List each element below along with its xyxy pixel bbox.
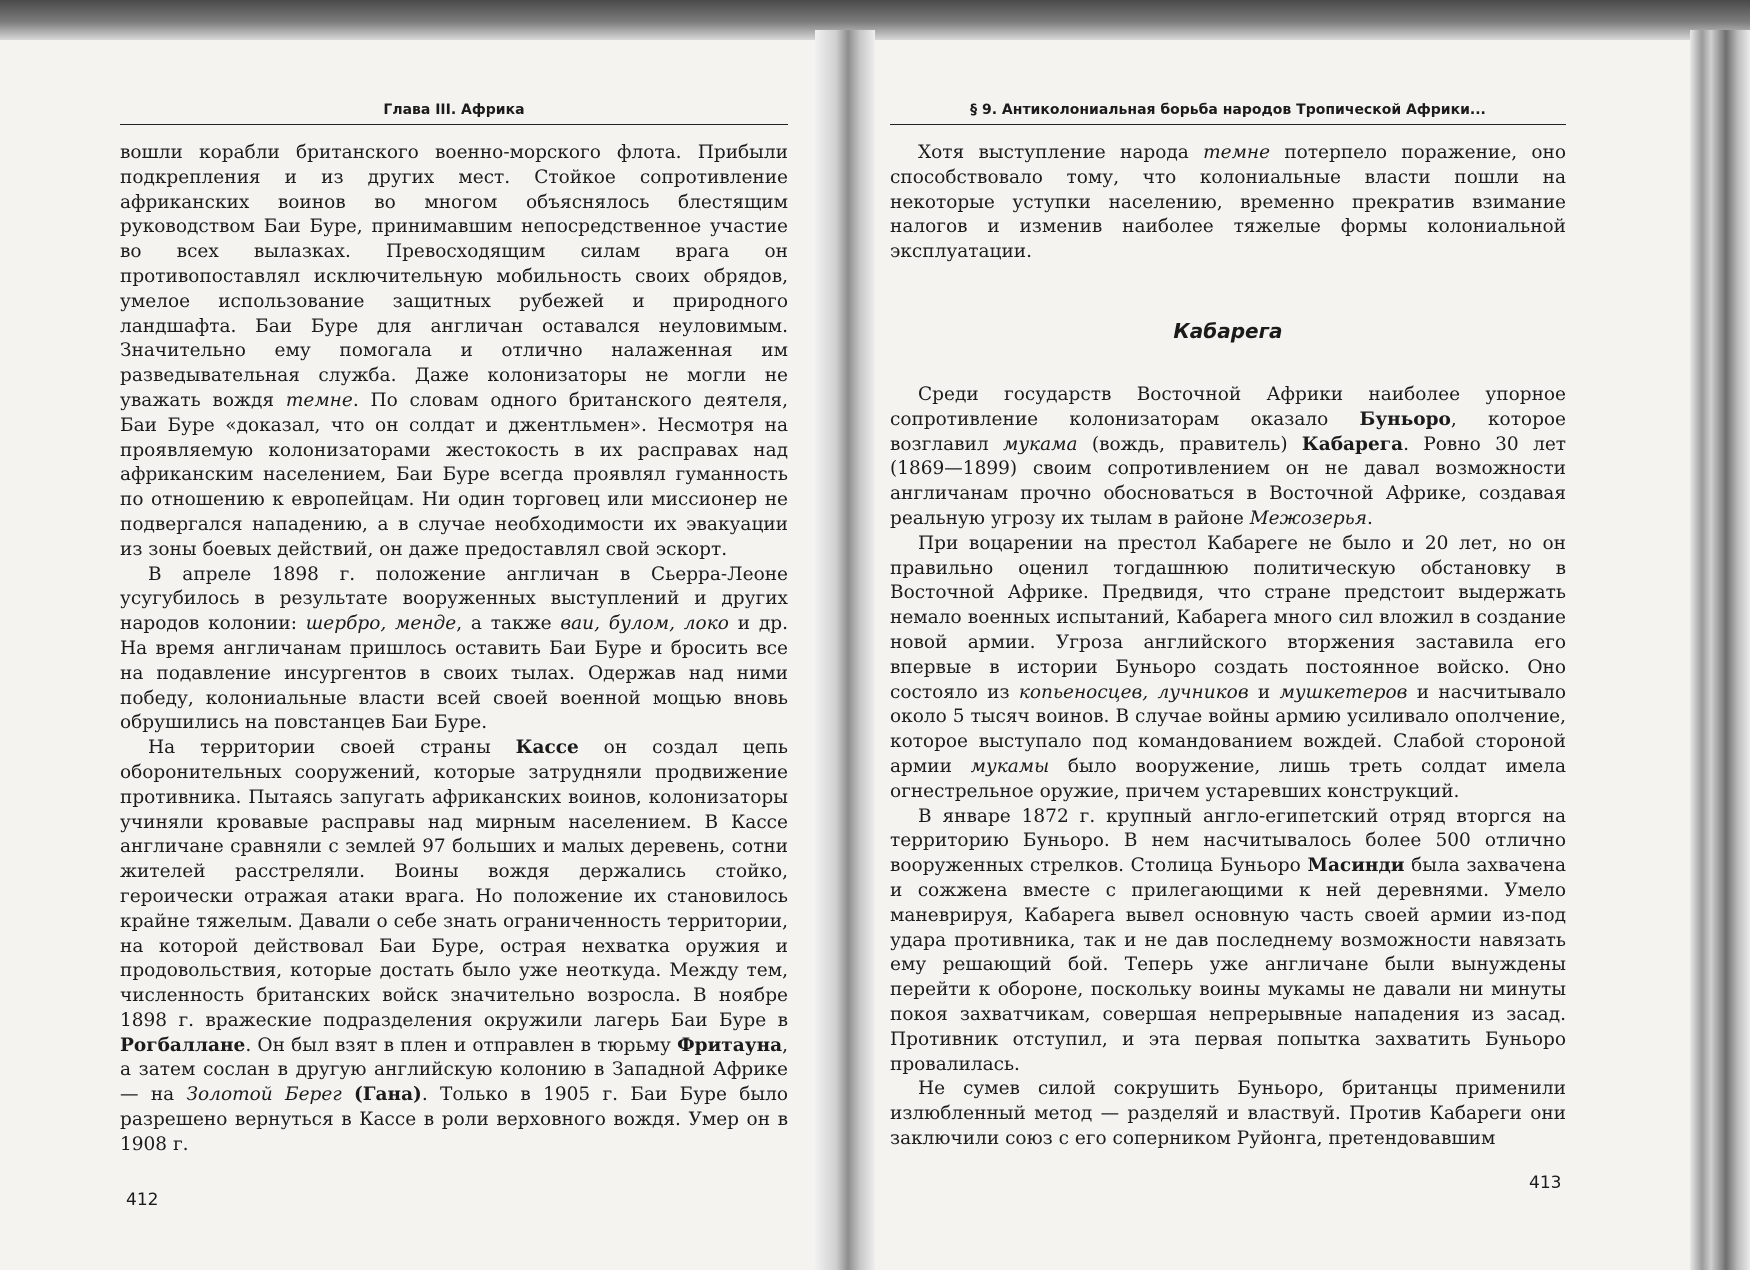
right-page-intro [890, 141, 1566, 265]
bold-term: Кабарега [1301, 433, 1404, 455]
text-run: (вождь, правитель) [1077, 433, 1302, 455]
text-run: Среди государств Восточной Африки наиболее упорное сопротивление колонизаторам оказало [890, 383, 1566, 430]
right-page-body [890, 383, 1566, 1152]
text-run: . [1366, 507, 1373, 529]
body-paragraph [120, 563, 788, 737]
italic-term: мукамы [970, 755, 1050, 777]
scan-top-shadow [0, 0, 1750, 40]
text-run [342, 1084, 354, 1105]
italic-term: мушкетеров [1279, 681, 1408, 703]
italic-term: Золотой Берег [186, 1084, 342, 1106]
text-run: . Ровно 30 лет (1869—1899) своим сопротивлением он не давал возможности англичанам прочно обосноваться в Восточной Африке, создавая реальную угрозу их тылам в районе [890, 433, 1566, 529]
bold-term: Рогбаллане [120, 1034, 246, 1056]
text-run: . Он был взят в плен и отправлен в тюрьму [245, 1034, 678, 1056]
italic-term: Межозерья [1249, 507, 1367, 529]
text-run: и насчитывало около 5 тысяч воинов. В случае войны армию усиливало ополчение, которое выступало под командованием вождей. Слабой стороной армии [890, 681, 1567, 777]
body-paragraph [890, 805, 1566, 1078]
text-run: В январе 1872 г. крупный англо-египетский отряд вторгся на территорию Буньоро. В нем насчитывалось более 500 отлично вооруженных стрелков. Столица Буньоро [890, 805, 1566, 877]
text-run: вошли корабли британского военно-морского флота. Прибыли подкрепления и из других мест. Стойкое сопротивление африканских воинов во многом объяснялось блестящим руководством Баи Буре, принимавшим непосредственное участие во всех вылазках. Превосходящим силам врага он противопоставлял исключительную мобильность своих обрядов, умелое использование защитных рубежей и природного ландшафта. Баи Буре для англичан оставался неуловимым. Значительно ему помогала и отлично налаженная им разведывательная служба. Даже колонизаторы не могли не уважать вождя [120, 142, 788, 411]
text-run: потерпело поражение, оно способствовало тому, что колониальные власти пошли на некоторые уступки населению, временно прекратив взимание налогов и изменив наиболее тяжелые формы колониальной эксплуатации. [890, 142, 1566, 263]
italic-term: темне [285, 389, 353, 411]
text-run: , а затем сослан в другую английскую колонию в Западной Африке — на [120, 1034, 788, 1106]
italic-term: темне [1203, 142, 1271, 163]
text-run: При воцарении на престол Кабареге не было и 20 лет, но он правильно оценил тогдашнюю политическую обстановку в Восточной Африке. Предвидя, что стране предстоит выдержать немало военных испытаний, Кабарега много сил вложил в создание новой армии. Угроза английского вторжения заставила его впервые в истории Буньоро создать постоянное войско. Оно состояло из [890, 532, 1566, 703]
text-run: . Только в 1905 г. Баи Буре было разрешено вернуться в Кассе в роли верховного вождя. Умер он в 1908 г. [120, 1084, 788, 1155]
text-run: и др. На время англичанам пришлось оставить Баи Буре и бросить все на подавление инсургентов в своих тылах. Одержав над ними победу, колониальные власти всей своей военной мощью вновь обрушились на повстанцев Баи Буре. [120, 613, 788, 734]
italic-term: шербро, менде [305, 613, 457, 635]
body-paragraph [890, 383, 1566, 532]
italic-term: ваи, булом, локо [560, 613, 729, 635]
bold-term: Буньоро [1359, 408, 1451, 430]
body-paragraph [890, 141, 1566, 265]
text-run: В апреле 1898 г. положение англичан в Сьерра-Леоне усугубилось в результате вооруженных выступлений и других народов колонии: [120, 563, 788, 635]
bold-term: Кассе [515, 737, 579, 759]
page-number-left: 412 [126, 1190, 159, 1210]
text-run: было вооружение, лишь треть солдат имела огнестрельное оружие, причем устаревших конструкций. [890, 755, 1567, 802]
right-page [890, 40, 1566, 1152]
left-page [120, 40, 788, 1158]
running-head-left: Глава III. Африка [120, 40, 788, 125]
body-paragraph [890, 1077, 1566, 1151]
text-run: , а также [456, 613, 561, 635]
body-paragraph [120, 736, 788, 1158]
body-paragraph [890, 532, 1566, 805]
running-head-right: § 9. Антиколониальная борьба народов Тропической Африки... [890, 40, 1566, 125]
book-spine-gutter [815, 30, 875, 1270]
page-edge-stack [1690, 30, 1750, 1270]
bold-term: Фритауна [677, 1034, 783, 1056]
bold-term: Масинди [1307, 855, 1405, 877]
page-number-right: 413 [1529, 1173, 1562, 1193]
text-run: На территории своей страны [148, 737, 516, 759]
italic-term: копьеносцев, лучников [1018, 681, 1249, 703]
text-run: и [1248, 681, 1280, 703]
bold-term: (Гана) [354, 1084, 422, 1106]
body-paragraph [120, 141, 788, 563]
text-run: Не сумев силой сокрушить Буньоро, британцы применили излюбленный метод — разделяй и властвуй. Против Кабареги они заключили союз с его соперником Руйонга, претендовавшим [890, 1078, 1566, 1149]
text-run: . По словам одного британского деятеля, Баи Буре «доказал, что он солдат и джентльмен». Несмотря на проявляемую колонизаторами жестокость в их расправах над африканским населением, Баи Буре всегда проявлял гуманность по отношению к европейцам. Ни один торговец или миссионер не подвергался нападению, а в случае необходимости их эвакуации из зоны боевых действий, он даже предоставлял свой эскорт. [120, 389, 788, 560]
text-run: он создал цепь оборонительных сооружений, которые затрудняли продвижение противника. Пытаясь запугать африканских воинов, колонизаторы учиняли кровавые расправы над мирным населением. В Кассе англичане сравняли с землей 97 больших и малых деревень, сотни жителей расстреляли. Воины вождя держались стойко, героически отражая атаки врага. Но положение их становилось крайне тяжелым. Давали о себе знать ограниченность территории, на которой действовал Баи Буре, острая нехватка оружия и продовольствия, которые достать было уже неоткуда. Между тем, численность британских войск значительно возросла. В ноябре 1898 г. вражеские подразделения окружили лагерь Баи Буре в [120, 737, 788, 1031]
text-run: была захвачена и сожжена вместе с прилегающими к ней деревнями. Умело маневрируя, Кабарега вывел основную часть своей армии из-под удара противника, так и не дав последнему возможности навязать ему решающий бой. Теперь уже англичане были вынуждены перейти к обороне, поскольку воины мукамы не давали ни минуты покоя захватчикам, совершая непрерывные нападения из засад. Противник отступил, и эта первая попытка захватить Буньоро провалилась. [890, 855, 1566, 1075]
text-run: , которое возглавил [890, 408, 1566, 455]
left-page-body [120, 141, 788, 1158]
italic-term: мукама [1002, 433, 1078, 455]
section-title: Кабарега [1173, 318, 1283, 343]
text-run: Хотя выступление народа [918, 142, 1204, 163]
